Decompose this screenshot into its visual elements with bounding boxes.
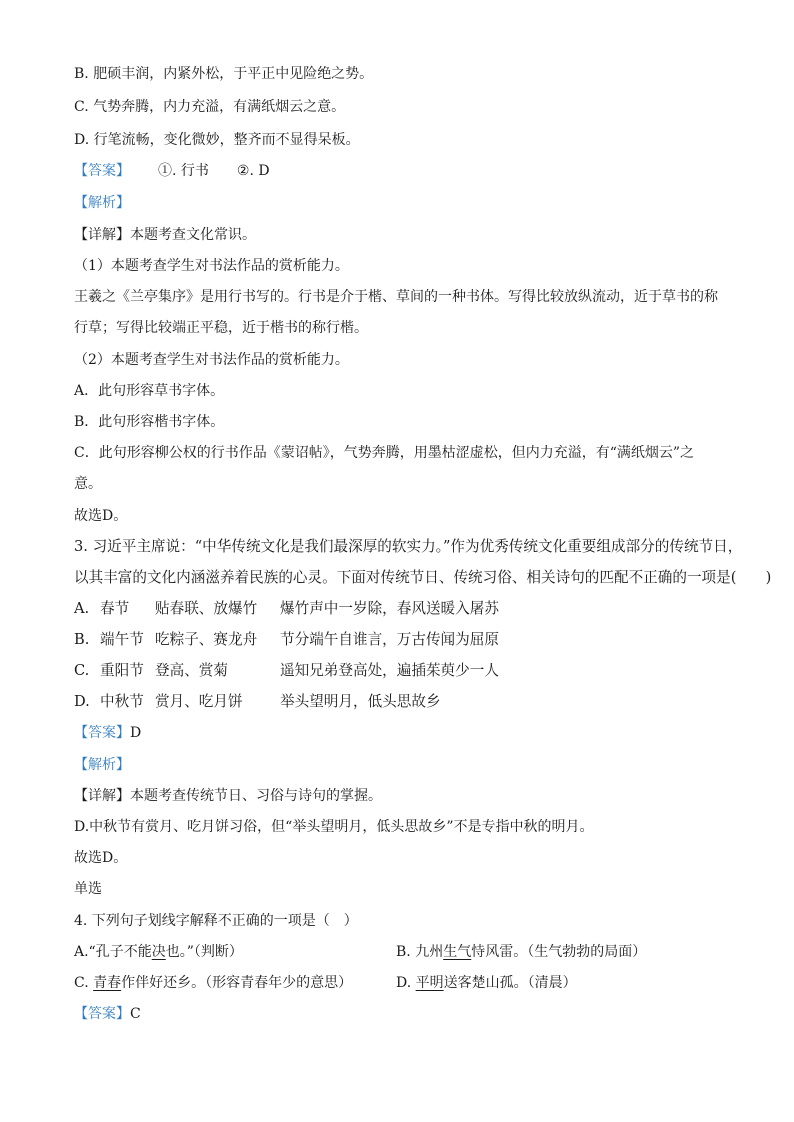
q4-row-2 — [74, 973, 577, 993]
detail-tag: 【详解】 — [74, 788, 130, 804]
q3-option-a: A. 春节 贴春联、放爆竹 爆竹声中一岁除，春风送暖入屠苏 — [74, 600, 499, 617]
q3-option-b: B. 端午节 吃粽子、赛龙舟 节分端午自谁言，万古传闻为屈原 — [74, 631, 499, 648]
q2-conclusion: 故选D。 — [74, 508, 128, 524]
q3-stem-b: 以其丰富的文化内涵滋养着民族的心灵。下面对传统节日、传统习俗、相关诗句的匹配不正确的一项是( ) — [74, 569, 772, 586]
q3-type: 单选 — [74, 881, 102, 897]
q3-answer — [74, 723, 141, 743]
underlined-word: 平明 — [415, 975, 444, 991]
q2-para-1: （1）本题考查学生对书法作品的赏析能力。 — [74, 258, 349, 274]
q3-detail — [74, 786, 382, 806]
detail-text: 本题考查传统节日、习俗与诗句的掌握。 — [130, 788, 382, 804]
q2-option-d: D. 行笔流畅，变化微妙，整齐而不显得呆板。 — [74, 132, 360, 148]
underlined-word: 青春 — [93, 975, 122, 991]
answer-tag: 【答案】 — [74, 1006, 130, 1022]
answer-part-1: ①. 行书 — [158, 163, 209, 179]
q2-para-2b: 行草；写得比较端正平稳，近于楷书的称行楷。 — [74, 320, 368, 336]
q3-analysis-tag: 【解析】 — [74, 757, 130, 773]
q4-option-b: B. 九州生气恃风雷。（生气勃勃的局面） — [396, 944, 647, 960]
underlined-word: 决 — [151, 944, 166, 960]
q3-option-c: C. 重阳节 登高、赏菊 遥知兄弟登高处，遍插茱萸少一人 — [74, 662, 499, 679]
q2-option-c: C. 气势奔腾，内力充溢，有满纸烟云之意。 — [74, 99, 346, 115]
answer-tag: 【答案】 — [74, 163, 130, 179]
q2-para-5: B．此句形容楷书字体。 — [74, 414, 225, 430]
q2-analysis-tag: 【解析】 — [74, 195, 130, 211]
q2-para-6b: 意。 — [74, 476, 102, 492]
q4-option-c: C. 青春作伴好还乡。（形容青春年少的意思） — [74, 975, 353, 991]
q3-option-d: D. 中秋节 赏月、吃月饼 举头望明月，低头思故乡 — [74, 693, 441, 710]
q2-para-3: （2）本题考查学生对书法作品的赏析能力。 — [74, 352, 349, 368]
answer-value: C — [130, 1006, 141, 1022]
detail-text: 本题考查文化常识。 — [130, 227, 256, 243]
q2-option-b: B. 肥硕丰润，内紧外松，于平正中见险绝之势。 — [74, 66, 374, 82]
q2-detail — [74, 225, 256, 245]
q3-stem-a: 3. 习近平主席说：“中华传统文化是我们最深厚的软实力。”作为优秀传统文化重要组成部分的传统节日， — [74, 538, 743, 555]
q4-option-d: D. 平明送客楚山孤。（清晨） — [396, 975, 577, 991]
detail-tag: 【详解】 — [74, 227, 130, 243]
answer-value: D — [130, 725, 142, 741]
q4-stem: 4. 下列句子划线字解释不正确的一项是（ ） — [74, 913, 358, 929]
underlined-word: 生气 — [443, 944, 472, 960]
q2-para-4: A．此句形容草书字体。 — [74, 383, 225, 399]
q3-para-1: D.中秋节有赏月、吃月饼习俗，但“举头望明月，低头思故乡”不是专指中秋的明月。 — [74, 819, 594, 835]
q4-option-a: A.“孔子不能决也。”（判断） — [74, 944, 243, 960]
q2-answer — [74, 161, 270, 181]
q4-row-1 — [74, 942, 646, 962]
q2-para-2a: 王羲之《兰亭集序》是用行书写的。行书是介于楷、草间的一种书体。写得比较放纵流动，近于草书的称 — [74, 289, 718, 305]
answer-part-2: ②. D — [236, 163, 270, 179]
answer-tag: 【答案】 — [74, 725, 130, 741]
q2-para-6a: C．此句形容柳公权的行书作品《蒙诏帖》，气势奔腾，用墨枯涩虚松，但内力充溢，有“满纸烟云”之 — [74, 445, 695, 461]
q4-answer — [74, 1004, 141, 1024]
q3-conclusion: 故选D。 — [74, 850, 128, 866]
